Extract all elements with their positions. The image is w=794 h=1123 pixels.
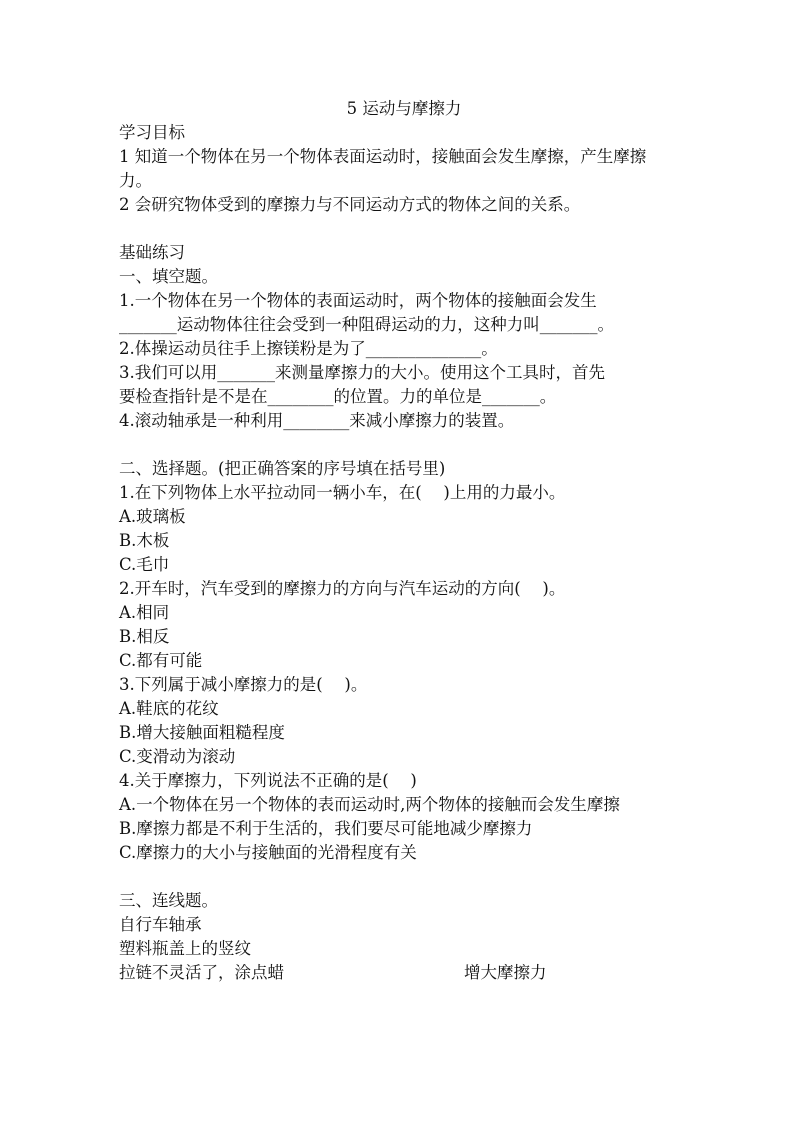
choice-option: B.相反 bbox=[119, 627, 170, 646]
matching-heading: 三、连线题。 bbox=[119, 891, 218, 910]
matching-left-item: 自行车轴承 bbox=[119, 915, 202, 934]
fill-question-1-line-2: _______运动物体往往会受到一种阻碍运动的力，这种力叫_______。 bbox=[119, 315, 614, 334]
fill-heading: 一、填空题。 bbox=[119, 267, 218, 286]
fill-question-2: 2.体操运动员往手上擦镁粉是为了______________。 bbox=[119, 339, 498, 358]
choice-heading: 二、选择题。(把正确答案的序号填在括号里) bbox=[119, 459, 446, 478]
practice-heading: 基础练习 bbox=[119, 243, 185, 262]
choice-option: B.摩擦力都是不利于生活的，我们要尽可能地减少摩擦力 bbox=[119, 819, 533, 838]
choice-option: C.摩擦力的大小与接触面的光滑程度有关 bbox=[119, 843, 417, 862]
choice-option: C.都有可能 bbox=[119, 651, 203, 670]
objective-item-1: 1 知道一个物体在另一个物体表面运动时，接触面会发生摩擦，产生摩擦力。 bbox=[119, 147, 647, 190]
choice-option: A.相同 bbox=[119, 603, 170, 622]
choice-question-2: 2.开车时，汽车受到的摩擦力的方向与汽车运动的方向( )。 bbox=[119, 579, 566, 598]
choice-option: C.变滑动为滚动 bbox=[119, 747, 236, 766]
spacer bbox=[119, 217, 679, 241]
fill-question-3-line-1: 3.我们可以用_______来测量摩擦力的大小。使用这个工具时，首先 bbox=[119, 363, 605, 382]
fill-question-4: 4.滚动轴承是一种利用________来减小摩擦力的装置。 bbox=[119, 411, 515, 430]
matching-left-item: 拉链不灵活了，涂点蜡 bbox=[119, 963, 284, 982]
matching-row bbox=[119, 961, 679, 985]
matching-row bbox=[119, 937, 679, 961]
fill-question-3-line-2: 要检查指针是不是在________的位置。力的单位是_______。 bbox=[119, 387, 557, 406]
choice-option: B.木板 bbox=[119, 531, 170, 550]
spacer bbox=[119, 865, 679, 889]
choice-option: A.玻璃板 bbox=[119, 507, 186, 526]
fill-question-1-line-1: 1.一个物体在另一个物体的表面运动时，两个物体的接触面会发生 bbox=[119, 291, 597, 310]
matching-right-item: 增大摩擦力 bbox=[464, 963, 547, 982]
choice-option: A.鞋底的花纹 bbox=[119, 699, 219, 718]
choice-question-3: 3.下列属于减小摩擦力的是( )。 bbox=[119, 675, 368, 694]
matching-row bbox=[119, 913, 679, 937]
choice-question-4: 4.关于摩擦力，下列说法不正确的是( ) bbox=[119, 771, 417, 790]
page-title: 5 运动与摩擦力 bbox=[346, 99, 462, 118]
objective-item-2: 2 会研究物体受到的摩擦力与不同运动方式的物体之间的关系。 bbox=[119, 195, 581, 214]
choice-question-1: 1.在下列物体上水平拉动同一辆小车，在( )上用的力最小。 bbox=[119, 483, 566, 502]
choice-option: C.毛巾 bbox=[119, 555, 170, 574]
objectives-heading: 学习目标 bbox=[119, 123, 185, 142]
spacer bbox=[119, 433, 679, 457]
matching-left-item: 塑料瓶盖上的竖纹 bbox=[119, 939, 251, 958]
choice-option: A.一个物体在另一个物体的表而运动时,两个物体的接触而会发生摩擦 bbox=[119, 795, 620, 814]
choice-option: B.增大接触面粗糙程度 bbox=[119, 723, 285, 742]
worksheet-content bbox=[119, 97, 679, 985]
